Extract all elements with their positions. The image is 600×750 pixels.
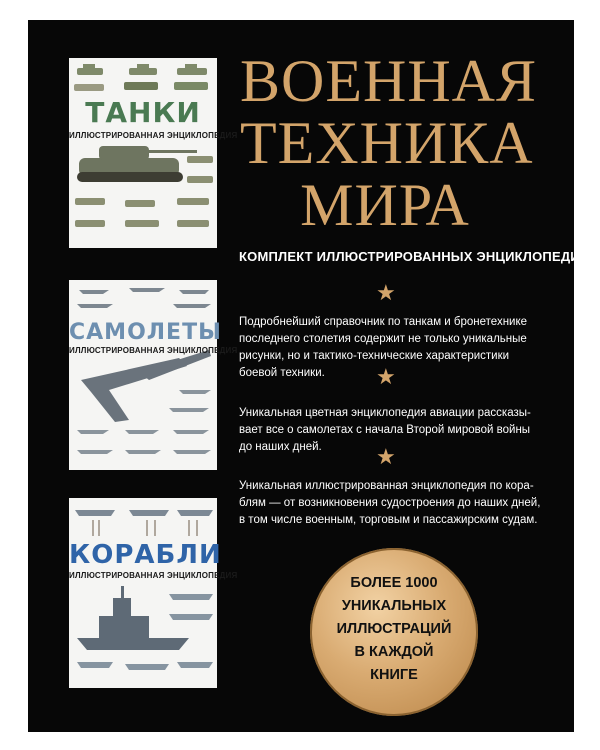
- title-line: ВОЕННАЯ: [240, 48, 538, 114]
- badge-line: В КАЖДОЙ: [354, 644, 434, 660]
- badge-line: КНИГЕ: [370, 667, 418, 683]
- cover-subtitle: ИЛЛЮСТРИРОВАННАЯ ЭНЦИКЛОПЕДИЯ: [69, 131, 238, 140]
- badge-text: [310, 572, 478, 687]
- cover-title: ТАНКИ: [85, 96, 201, 129]
- page-title: [240, 48, 538, 238]
- text-line: Уникальная иллюстрированная энциклопедия по кора-: [239, 480, 534, 492]
- book-cover-ships: [69, 498, 238, 688]
- description-ships: [239, 478, 544, 529]
- text-line: вает все о самолетах с начала Второй мировой войны: [239, 424, 531, 436]
- badge-line: ИЛЛЮСТРАЦИЙ: [336, 621, 452, 637]
- text-line: до наших дней.: [239, 441, 322, 453]
- plane-illustrations: [69, 280, 238, 470]
- text-line: последнего столетия содержит не только уникальные: [239, 333, 527, 345]
- text-line: блям — от возникновения судостроения до наших дней,: [239, 497, 541, 509]
- text-line: Уникальная цветная энциклопедия авиации рассказы-: [239, 407, 531, 419]
- cover-subtitle: ИЛЛЮСТРИРОВАННАЯ ЭНЦИКЛОПЕДИЯ: [69, 346, 238, 355]
- text-line: Подробнейший справочник по танкам и бронетехнике: [239, 316, 528, 328]
- cover-title: САМОЛЕТЫ: [69, 320, 222, 345]
- badge-line: УНИКАЛЬНЫХ: [341, 598, 447, 614]
- star-icon: ★: [376, 364, 396, 389]
- book-cover-tanks: [69, 58, 238, 248]
- title-line: ТЕХНИКА: [240, 110, 534, 176]
- cover-title: КОРАБЛИ: [69, 540, 222, 570]
- tank-illustrations: [69, 58, 238, 248]
- star-icon: ★: [376, 280, 396, 305]
- star-icon: ★: [376, 444, 396, 469]
- cover-subtitle: ИЛЛЮСТРИРОВАННАЯ ЭНЦИКЛОПЕДИЯ: [69, 571, 238, 580]
- text-line: боевой техники.: [239, 367, 325, 379]
- text-line: рисунки, но и тактико-технические характеристики: [239, 350, 510, 362]
- subtitle: КОМПЛЕКТ ИЛЛЮСТРИРОВАННЫХ ЭНЦИКЛОПЕДИЙ: [239, 249, 590, 264]
- book-cover-planes: [69, 280, 238, 470]
- text-line: в том числе военным, торговым и пассажирским судам.: [239, 514, 538, 526]
- title-line: МИРА: [300, 172, 470, 238]
- badge-line: БОЛЕЕ 1000: [350, 575, 438, 591]
- ship-illustrations: [69, 498, 238, 688]
- illustrations-badge: [310, 548, 478, 716]
